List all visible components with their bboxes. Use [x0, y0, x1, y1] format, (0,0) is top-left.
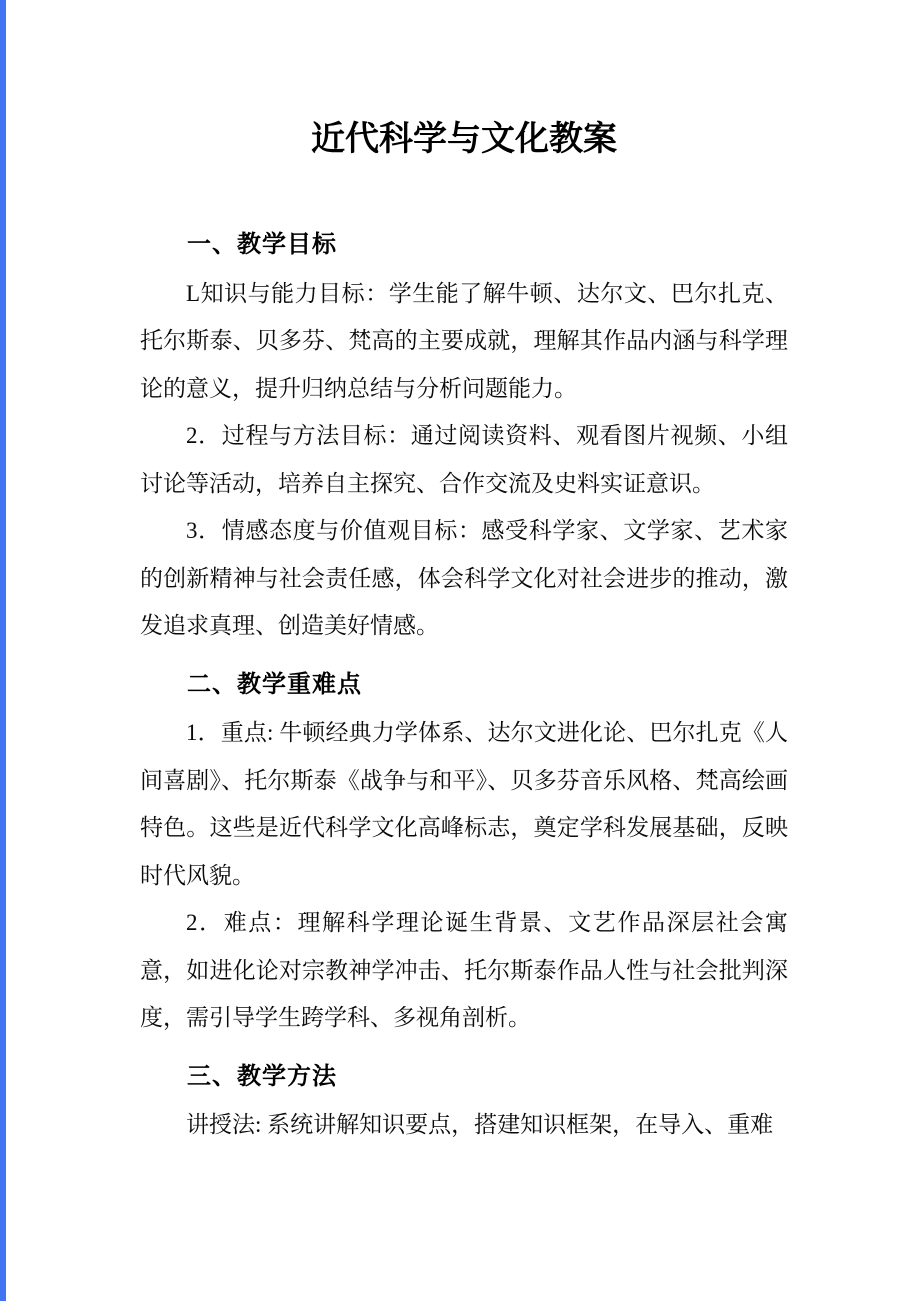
section-teaching-goals	[140, 222, 788, 650]
paragraph: 讲授法: 系统讲解知识要点，搭建知识框架，在导入、重难	[186, 1112, 774, 1137]
paragraph: L知识与能力目标：学生能了解牛顿、达尔文、巴尔扎克、托尔斯泰、贝多芬、梵高的主要成就，理解其作品内涵与科学理论的意义，提升归纳总结与分析问题能力。	[140, 280, 788, 401]
paragraph: 2．过程与方法目标：通过阅读资料、观看图片视频、小组讨论等活动，培养自主探究、合作交流及史料实证意识。	[140, 423, 788, 496]
document-content	[140, 0, 788, 1149]
section-teaching-methods	[140, 1054, 788, 1149]
left-edge-accent-bar	[0, 0, 6, 1301]
section-heading: 三、教学方法	[187, 1063, 337, 1090]
section-key-difficult-points	[140, 662, 788, 1042]
document-title: 近代科学与文化教案	[311, 119, 617, 159]
paragraph: 2．难点：理解科学理论诞生背景、文艺作品深层社会寓意，如进化论对宗教神学冲击、托尔斯泰作品人性与社会批判深度，需引导学生跨学科、多视角剖析。	[140, 910, 788, 1030]
paragraph: 1．重点: 牛顿经典力学体系、达尔文进化论、巴尔扎克《人间喜剧》、托尔斯泰《战争与和平》、贝多芬音乐风格、梵高绘画特色。这些是近代科学文化高峰标志，奠定学科发展基础，反映时代风貌。	[140, 720, 788, 888]
paragraph: 3．情感态度与价值观目标：感受科学家、文学家、艺术家的创新精神与社会责任感，体会科学文化对社会进步的推动，激发追求真理、创造美好情感。	[140, 518, 788, 638]
section-heading: 一、教学目标	[187, 232, 337, 258]
section-heading: 二、教学重难点	[187, 671, 362, 698]
